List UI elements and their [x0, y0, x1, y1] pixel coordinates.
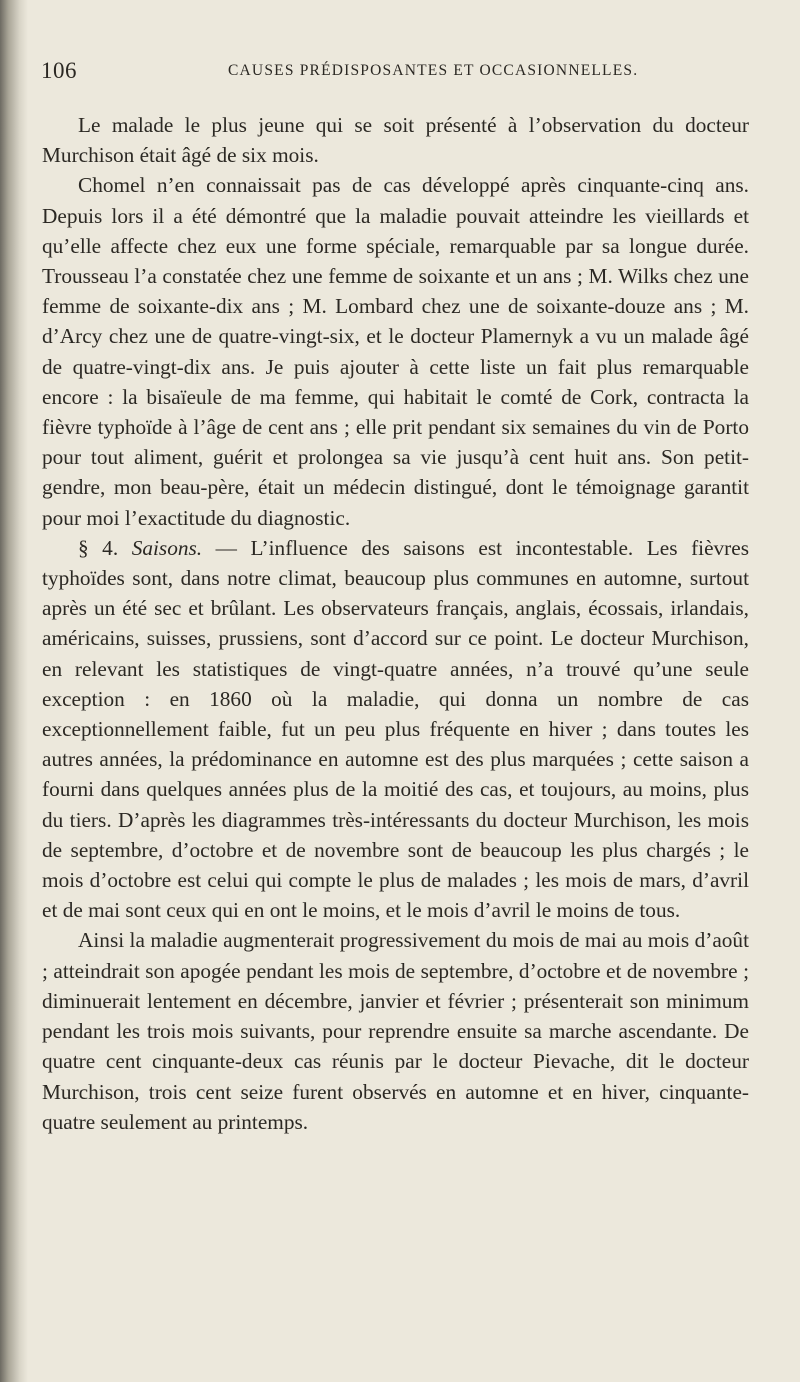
paragraph-youngest-patient — [42, 110, 749, 170]
page-header — [41, 58, 741, 88]
section-number: § 4. — [78, 535, 119, 560]
paragraph-text: — L’influence des saisons est incontestable. Les fièvres typhoïdes sont, dans notre climat, beaucoup plus communes en automne, surtout après un été sec et brûlant. Les observateurs français, anglais, écossais, irlandais, américains, suisses, prussiens, sont d’accord sur ce point. Le docteur Murchison, en relevant les statistiques de vingt-quatre années, n’a trouvé qu’une seule exception : en 1860 où la maladie, qui donna un nombre de cas exceptionnellement faible, fut un peu plus fréquente en hiver ; dans toutes les autres années, la prédominance en automne est des plus marquées ; cette saison a fourni dans quelques années plus de la moitié des cas, et toujours, au moins, plus du tiers. D’après les diagrammes très-intéressants du docteur Murchison, les mois de septembre, d’octobre et de novembre sont de beaucoup les plus chargés ; le mois d’octobre est celui qui compte le plus de malades ; les mois de mars, d’avril et de mai sont ceux qui en ont le moins, et le mois d’avril le moins de tous. — [42, 535, 750, 923]
paragraph-text: Chomel n’en connaissait pas de cas développé après cinquante-cinq ans. Depuis lors il a été démontré que la maladie pouvait atteindre les vieillards et qu’elle affecte chez eux une forme spéciale, remarquable par sa longue durée. Trousseau l’a constatée chez une femme de soixante et un ans ; M. Wilks chez une femme de soixante-dix ans ; M. Lombard chez une de soixante-douze ans ; M. d’Arcy chez une de quatre-vingt-six, et le docteur Plamernyk a vu un malade âgé de quatre-vingt-dix ans. Je puis ajouter à cette liste un fait plus remarquable encore : la bisaïeule de ma femme, qui habitait le comté de Cork, contracta la fièvre typhoïde à l’âge de cent ans ; elle prit pendant six semaines du vin de Porto pour tout aliment, guérit et prolongea sa vie jusqu’à cent huit ans. Son petit-gendre, mon beau-père, était un médecin distingué, dont le témoignage garantit pour moi l’exactitude du diagnostic. — [42, 173, 749, 530]
paragraph-seasonal-progression — [42, 925, 749, 1136]
body-text — [42, 110, 749, 1137]
paragraph-elderly-cases — [42, 170, 749, 532]
running-title: CAUSES PRÉDISPOSANTES ET OCCASIONNELLES. — [228, 62, 639, 79]
paragraph-seasons — [42, 533, 749, 926]
paragraph-text: Le malade le plus jeune qui se soit présenté à l’observation du docteur Murchison était âgé de six mois. — [42, 113, 749, 168]
page-number: 106 — [41, 58, 77, 83]
section-title: Saisons. — [131, 535, 203, 560]
paragraph-text: Ainsi la maladie augmenterait progressivement du mois de mai au mois d’août ; atteindrait son apogée pendant les mois de septembre, d’octobre et de novembre ; diminuerait lentement en décembre, janvier et février ; présenterait son minimum pendant les trois mois suivants, pour reprendre ensuite sa marche ascendante. De quatre cent cinquante-deux cas réunis par le docteur Pievache, dit le docteur Murchison, trois cent seize furent observés en automne et en hiver, cinquante-quatre seulement au printemps. — [42, 928, 749, 1134]
